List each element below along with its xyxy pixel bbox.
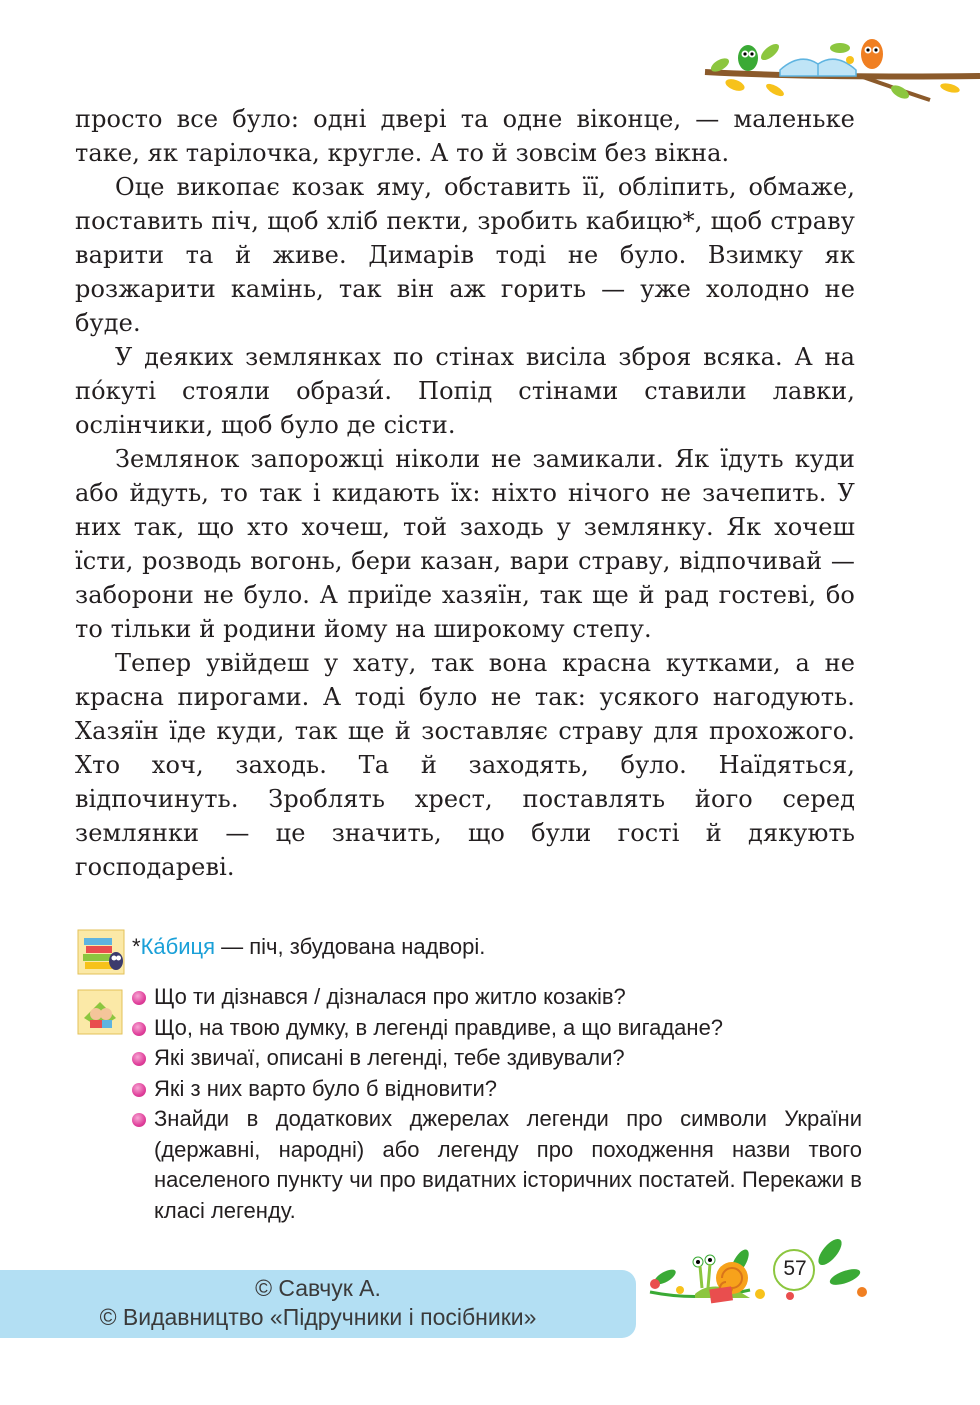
question-item — [132, 1013, 862, 1044]
copyright-author: © Савчук А. — [255, 1275, 381, 1301]
bullet-icon — [132, 1113, 146, 1127]
story-paragraph: Землянок запорожці ніколи не замикали. Як їдуть куди або йдуть, то так і кидають їх: ніхто нічого не зачепить. У них так, що хто хочеш, той заходь у землянку. Як хочеш їсти, розводь вогонь, бери казан, вари страву, відпочивай — заборони не було. А приїде хазяїн, так ще й рад гостеві, бо то тільки й родини йому на широкому степу. — [75, 445, 855, 643]
dictionary-books-owl-icon — [76, 928, 126, 976]
page-number: 57 — [783, 1257, 807, 1280]
footnote-term: Ка́биця — [140, 934, 216, 959]
question-item — [132, 1104, 862, 1226]
questions-task-icon — [76, 988, 124, 1036]
copyright-banner — [0, 1270, 636, 1338]
question-item — [132, 1074, 862, 1105]
footnote-text — [132, 934, 485, 960]
question-text: Знайди в додаткових джерелах легенди про символи України (державні, народні) або легенду про походження назви твого населеного пункту чи про видатних історичних постатей. Перекажи в класі легенду. — [154, 1106, 862, 1223]
story-paragraph: Оце викопає козак яму, обставить її, обліпить, обмаже, поставить піч, щоб хліб пекти, зробить кабицю*, щоб страву варити та й живе. Димарів тоді не було. Взимку як розжарити камінь, так він аж горить — уже холодно не буде. — [75, 173, 855, 337]
story-paragraph: просто все було: одні двері та одне віконце, — маленьке таке, як тарілочка, кругле. А то й зовсім без вікна. — [75, 105, 855, 167]
footnote — [76, 928, 856, 976]
footnote-star: * — [132, 934, 141, 959]
question-text: Що ти дізнався / дізналася про житло козаків? — [154, 984, 626, 1009]
bullet-icon — [132, 1083, 146, 1097]
question-text: Які з них варто було б відновити? — [154, 1075, 498, 1101]
question-item — [132, 1043, 862, 1074]
snail-flowers-illustration — [640, 1232, 870, 1312]
story-paragraph: У деяких землянках по стінах висіла зброя всяка. А на по́куті стояли образи́. Попід стінами ставили лавки, ослінчики, щоб було де сісти. — [75, 343, 855, 439]
question-item — [132, 982, 862, 1013]
footnote-definition: — піч, збудована надворі. — [215, 934, 486, 959]
branch-birds-book-illustration — [700, 30, 980, 110]
bullet-icon — [132, 1052, 146, 1066]
copyright-publisher: © Видавництво «Підручники і посібники» — [99, 1304, 537, 1330]
question-list — [132, 982, 862, 1226]
question-text: Що, на твою думку, в легенді правдиве, а що вигадане? — [154, 1014, 724, 1040]
question-text: Які звичаї, описані в легенді, тебе здивували? — [154, 1045, 625, 1070]
bullet-icon — [132, 991, 146, 1005]
bullet-icon — [132, 1022, 146, 1036]
story-paragraph: Тепер увійдеш у хату, так вона красна кутками, а не красна пирогами. А тоді було не так: усякого нагодують. Хазяїн їде куди, так ще й зоставляє страву для прохожого. Хто хоч, заходь. Та й заходять, було. Наїдяться, відпочинуть. Зроблять хрест, поставлять його серед землянки — це значить, що були гості й дякують господареві. — [75, 649, 855, 881]
story-text — [75, 102, 855, 884]
